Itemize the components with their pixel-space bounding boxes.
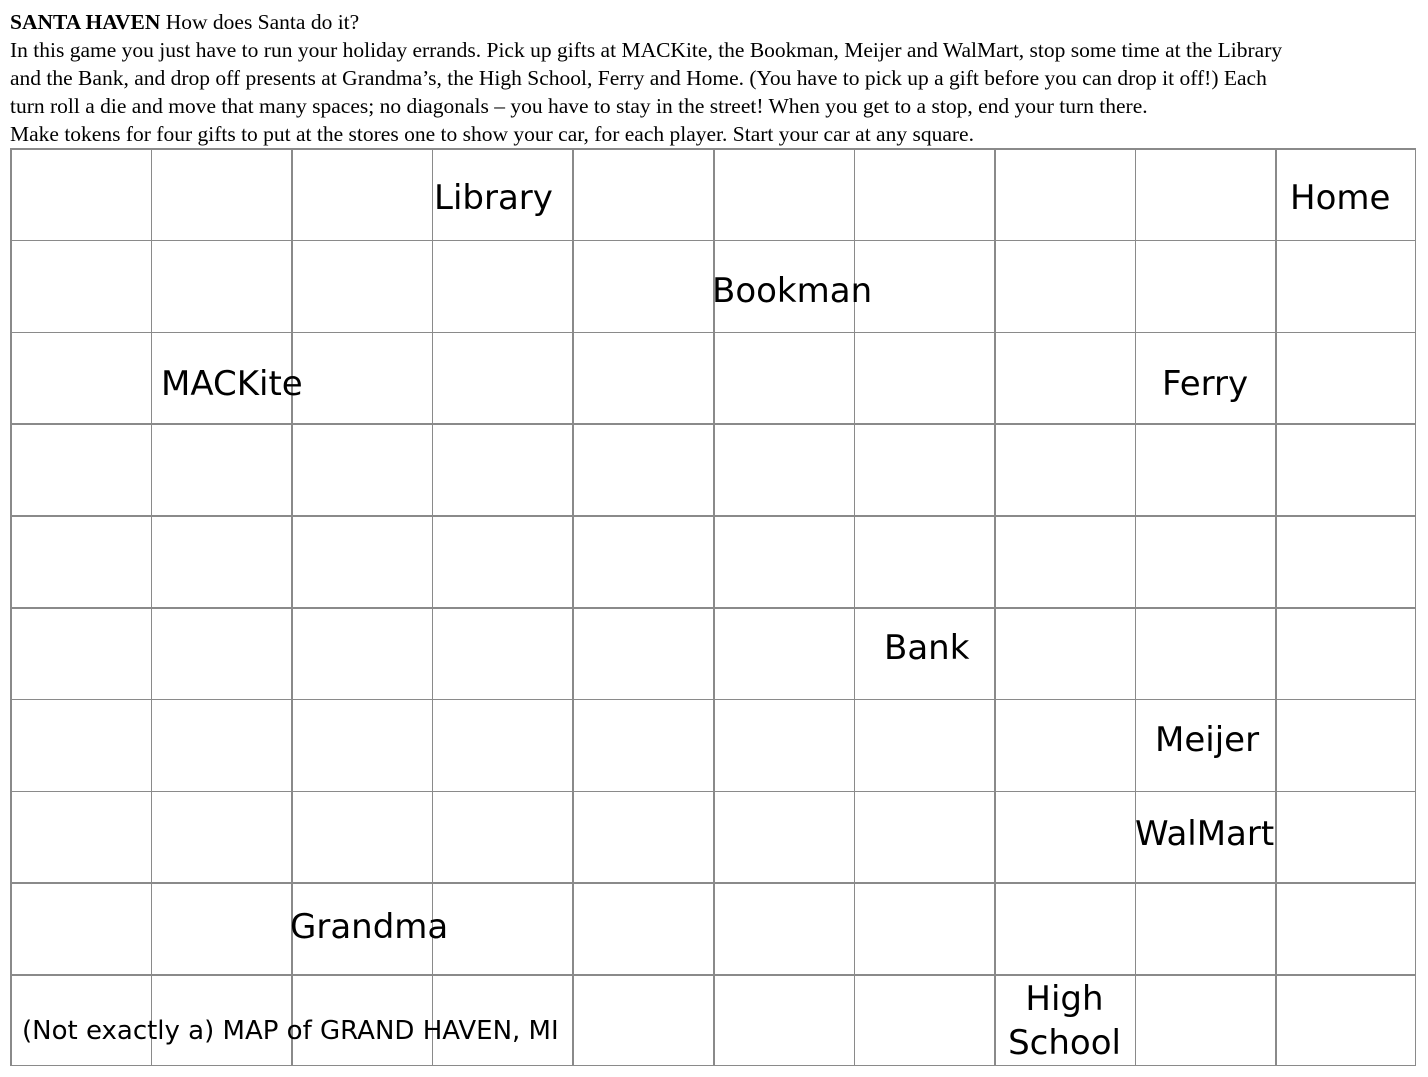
grid-row-line [10,882,1416,884]
instructions [10,8,1426,148]
instructions-heading [10,8,1426,36]
location-grandma: Grandma [290,907,449,947]
grid-row-line [10,240,1416,242]
instructions-line: and the Bank, and drop off presents at Grandma’s, the High School, Ferry and Home. (You have to pick up a gift before you can drop it off!) Each [10,66,1267,90]
grid-row-line [10,332,1416,334]
location-walmart: WalMart [1135,814,1275,854]
instructions-line: Make tokens for four gifts to put at the stores one to show your car, for each player. Start your car at any square. [10,122,974,146]
grid-row-line [10,515,1416,517]
instructions-line: turn roll a die and move that many spaces; no diagonals – you have to stay in the street! When you get to a stop, end your turn there. [10,94,1148,118]
instructions-line: In this game you just have to run your holiday errands. Pick up gifts at MACKite, the Bookman, Meijer and WalMart, stop some time at the Library [10,38,1283,62]
location-home: Home [1290,178,1391,218]
location-high-school [994,977,1135,1065]
grid-row-line [10,1065,1416,1067]
grid-row-line [10,148,1416,150]
location-high-school-line: High [1025,979,1104,1019]
game-subtitle: How does Santa do it? [165,10,360,34]
game-title: SANTA HAVEN [10,10,161,34]
game-board [10,148,1416,1066]
grid-row-line [10,423,1416,425]
location-ferry: Ferry [1162,364,1249,404]
grid-row-line [10,607,1416,609]
grid-row-line [10,974,1416,976]
location-bookman: Bookman [712,271,873,311]
location-bank: Bank [884,628,970,668]
location-mackite: MACKite [161,364,303,404]
map-caption: (Not exactly a) MAP of GRAND HAVEN, MI [22,1016,559,1046]
grid-row-line [10,791,1416,793]
location-library: Library [434,178,553,218]
location-high-school-line: School [1008,1023,1121,1063]
location-meijer: Meijer [1155,720,1260,760]
grid-row-line [10,699,1416,701]
